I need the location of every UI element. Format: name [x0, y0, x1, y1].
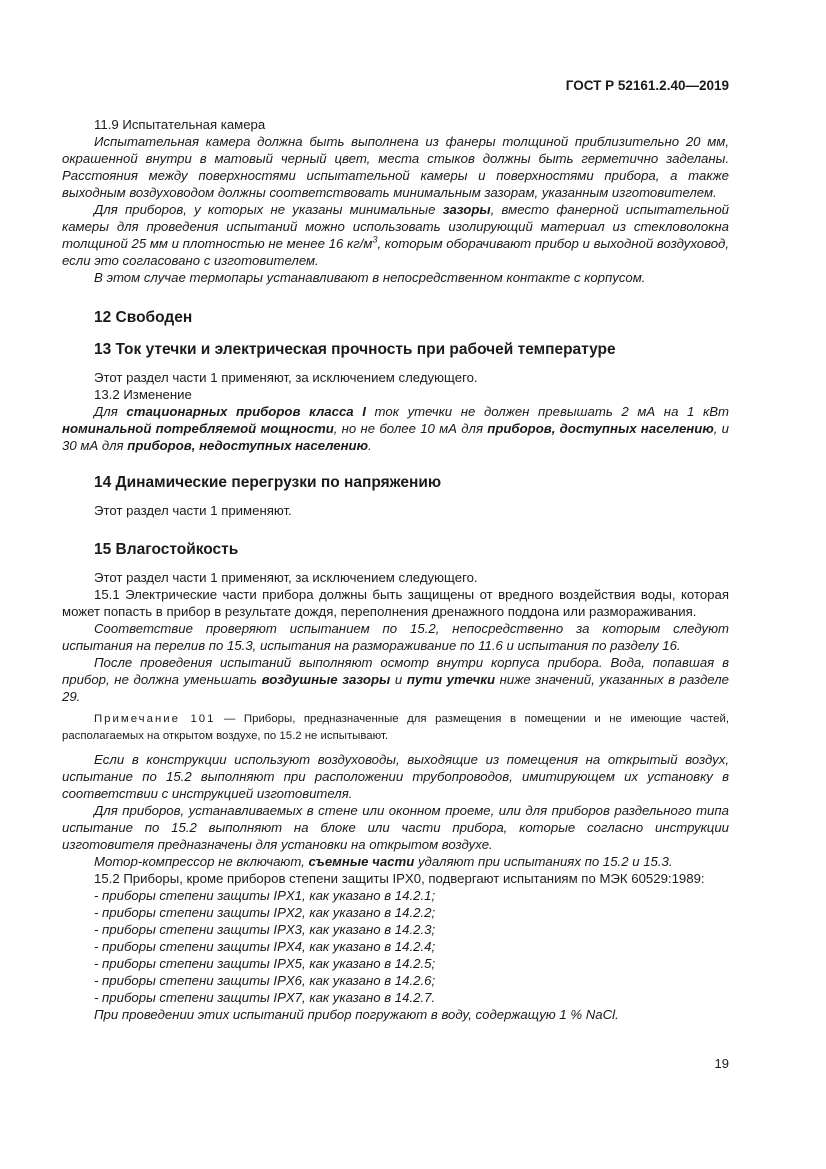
note-101 [62, 711, 729, 745]
superscript: 3 [372, 234, 378, 245]
text-run: После проведения испытаний выполняют осмотр внутри корпуса прибора. Вода, попавшая в прибор, не должна уменьшать [62, 655, 729, 687]
clause-15-1-wall: Для приборов, устанавливаемых в стене или оконном проеме, или для приборов раздельного типа испытание по 15.2 выполняют на блоке или части прибора, которые согласно инструкции изготовителя предназначены для установки на открытом воздухе. [62, 803, 729, 852]
term: приборов, доступных населению [487, 421, 714, 436]
section-13-intro: Этот раздел части 1 применяют, за исключением следующего. [94, 370, 478, 385]
clause-15-1-compressor [62, 853, 729, 870]
clause-15-1-para: 15.1 Электрические части прибора должны быть защищены от вредного воздействия воды, которая может попасть в прибор в результате дождя, переполнения дренажного поддона или размораживания. [62, 587, 729, 619]
term: приборов, недоступных населению [127, 438, 369, 453]
clause-15-1-ducts: Если в конструкции используют воздуховоды, выходящие из помещения на открытый воздух, испытание по 15.2 выполняют при расположении трубопроводов, имитирующем их установку в соответствии с инструкцией изготовителя. [62, 752, 729, 801]
text-run: Для [94, 404, 127, 419]
ip-list [62, 887, 729, 1006]
section-14-intro: Этот раздел части 1 применяют. [94, 503, 292, 518]
section-15-heading: 15 Влагостойкость [94, 541, 239, 558]
text-run: . [368, 438, 372, 453]
term: номинальной потребляемой мощности [62, 421, 334, 436]
text-run: , вместо фанерной испытательной камеры для проведения испытаний можно использовать изолирующий материал из стекловолокна толщиной 25 мм и плотностью не менее 16 кг/м [62, 202, 730, 251]
clause-11-9-title: 11.9 Испытательная камера [94, 117, 266, 132]
clause-13-2-title: 13.2 Изменение [94, 387, 192, 402]
text-run: Для приборов, у которых не указаны минимальные [94, 202, 443, 217]
term: стационарных приборов класса I [126, 404, 366, 419]
note-label: Примечание 101 [94, 713, 216, 725]
section-14-heading: 14 Динамические перегрузки по напряжению [94, 474, 442, 491]
term: воздушные зазоры [261, 672, 391, 687]
clause-15-2-para [62, 870, 729, 887]
text-run: ток утечки не должен превышать 2 мА на 1 кВт [365, 404, 729, 419]
section-15-intro: Этот раздел части 1 применяют, за исключением следующего. [94, 570, 478, 585]
text-run: и [390, 672, 407, 687]
text-run: , и 30 мА для [62, 421, 729, 453]
list-item: - приборы степени защиты IPX3, как указано в 14.2.3; [94, 922, 436, 937]
clause-11-9-para-2 [62, 201, 729, 269]
term: съемные части [308, 854, 415, 869]
text-run: удаляют при испытаниях по 15.2 и 15.3. [414, 854, 673, 869]
clause-15-1-inspection [62, 654, 729, 705]
clause-15-1-compliance: Соответствие проверяют испытанием по 15.2, непосредственно за которым следуют испытания на перелив по 15.3, испытания на размораживание по 11.6 и испытания по разделу 16. [62, 621, 729, 653]
term-zazory: зазоры [442, 202, 491, 217]
text-run: Мотор-компрессор не включают, [94, 854, 309, 869]
section-12-heading: 12 Свободен [94, 309, 193, 326]
clause-11-9-para-3: В этом случае термопары устанавливают в непосредственном контакте с корпусом. [94, 270, 646, 285]
text-run: , которым оборачивают прибор и выходной воздуховод, если это согласовано с изготовителем. [62, 236, 730, 268]
list-item: - приборы степени защиты IPX5, как указано в 14.2.5; [94, 956, 436, 971]
page-number: 19 [714, 1056, 729, 1071]
section-13-heading: 13 Ток утечки и электрическая прочность при рабочей температуре [94, 341, 616, 358]
clause-11-9-para-1: Испытательная камера должна быть выполнена из фанеры толщиной приблизительно 20 мм, окрашенной внутри в матовый черный цвет, места стыков должны быть герметично заделаны. Расстояния между поверхностями испытательной камеры и поверхностями прибора, а также выходным воздуховодом должны соответствовать минимальным зазорам, указанным изготовителем. [62, 134, 729, 200]
page-content [62, 116, 729, 1023]
list-item: - приборы степени защиты IPX4, как указано в 14.2.4; [94, 939, 436, 954]
list-item: - приборы степени защиты IPX6, как указано в 14.2.6; [94, 973, 436, 988]
text-run: ниже значений, указанных в разделе 29. [62, 672, 729, 704]
text-run: 15.2 Приборы, кроме приборов степени защиты IPX0, подвергают испытаниям по МЭК 60529:1989: [94, 871, 705, 886]
list-item: - приборы степени защиты IPX7, как указано в 14.2.7. [94, 990, 436, 1005]
text-run: , но не более 10 мА для [333, 421, 488, 436]
term: пути утечки [406, 672, 496, 687]
document-header-id: ГОСТ Р 52161.2.40—2019 [565, 78, 729, 93]
list-item: - приборы степени защиты IPX1, как указано в 14.2.1; [94, 888, 436, 903]
list-item: - приборы степени защиты IPX2, как указано в 14.2.2; [94, 905, 436, 920]
clause-13-2-para [62, 403, 729, 454]
clause-15-2-nacl: При проведении этих испытаний прибор погружают в воду, содержащую 1 % NaCl. [94, 1007, 619, 1022]
note-text: — Приборы, предназначенные для размещения в помещении и не имеющие частей, располагаемых на открытом воздухе, по 15.2 не испытывают. [62, 713, 729, 742]
